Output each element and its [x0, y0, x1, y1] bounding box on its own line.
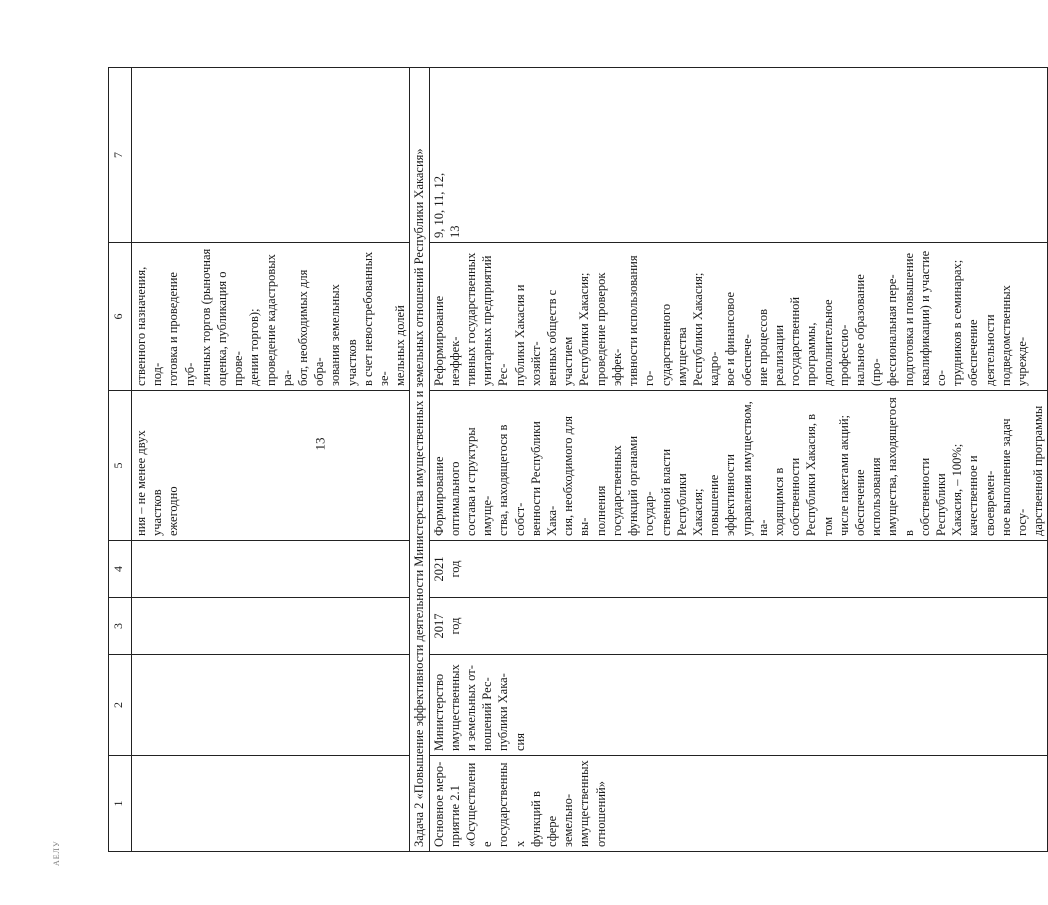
column-number: 5: [109, 391, 132, 541]
end-year-cell: 2021 год: [429, 541, 1048, 598]
table-cell: [132, 655, 410, 756]
archive-stamp: АЕЛУ: [52, 840, 61, 866]
indicator-link-cell: 9, 10, 11, 12, 13: [429, 68, 1048, 243]
column-number: 6: [109, 243, 132, 391]
measure-row: [429, 68, 1048, 852]
table-cell: [132, 541, 410, 598]
responsible-executor-cell: Министерство имущественных и земельных от- ношений Рес- публики Хака- сия: [429, 655, 1048, 756]
table-cell: [132, 68, 410, 243]
task-heading-row: [410, 68, 429, 852]
activity-description-cell: ственного назначения, под- готовка и проведение пуб- личных торгов (рыночная оценка, публикация о прове- дении торгов); проведение кадастровых ра- бот, необходимых для обра- зования земельных участков в счет невостребованных зе- мельных долей: [132, 243, 410, 391]
column-number: 7: [109, 68, 132, 243]
column-number: 4: [109, 541, 132, 598]
measure-name-cell: Основное меро- приятие 2.1 «Осуществление государственных функций в сфере земельно- имущественных отношений»: [429, 756, 1048, 852]
expected-result-cell: Формирование оптимального состава и структуры имуще- ства, находящегося в собст- венности Республики Хака- сия, необходимого для вы- полнения государственных функций органами государ- ственной власти Республики Хакасия; повышение эффективности управления имуществом, на- ходящимся в собственности Республики Хакасия, в том числе пакетами акций; обеспечение использования имущества, находящегося в собственности Республики Хакасия, – 100%; качественное и своевремен- ное выполнение задач госу- дарственной программы: [429, 391, 1048, 541]
table-cell: [132, 598, 410, 655]
column-number: 1: [109, 756, 132, 852]
page-number: 13: [312, 437, 328, 451]
column-number-row: [109, 68, 132, 852]
column-number: 3: [109, 598, 132, 655]
landscape-table-sheet: [108, 68, 1046, 852]
task-title: Задача 2 «Повышение эффективности деятельности Министерства имущественных и земельных отношений Республики Хакасия»: [410, 68, 429, 852]
activity-description-cell: Реформирование неэффек- тивных государственных унитарных предприятий Рес- публики Хакасия и хозяйст- венных обществ с участием Республики Хакасия; проведение проверок эффек- тивности использования го- сударственного имущества Республики Хакасия; кадро- вое и финансовое обеспече- ние процессов реализации государственной программы, дополнительное профессио- нальное образование (про- фессиональная пере- подготовка и повышение квалификации) и участие со- трудников в семинарах; обеспечение деятельности подведомственных учрежде-: [429, 243, 1048, 391]
expected-result-cell: ния – не менее двух участков ежегодно: [132, 391, 410, 541]
continuation-row: [132, 68, 410, 852]
table-cell: [132, 756, 410, 852]
program-measures-table: [108, 67, 1048, 852]
column-number: 2: [109, 655, 132, 756]
start-year-cell: 2017 год: [429, 598, 1048, 655]
